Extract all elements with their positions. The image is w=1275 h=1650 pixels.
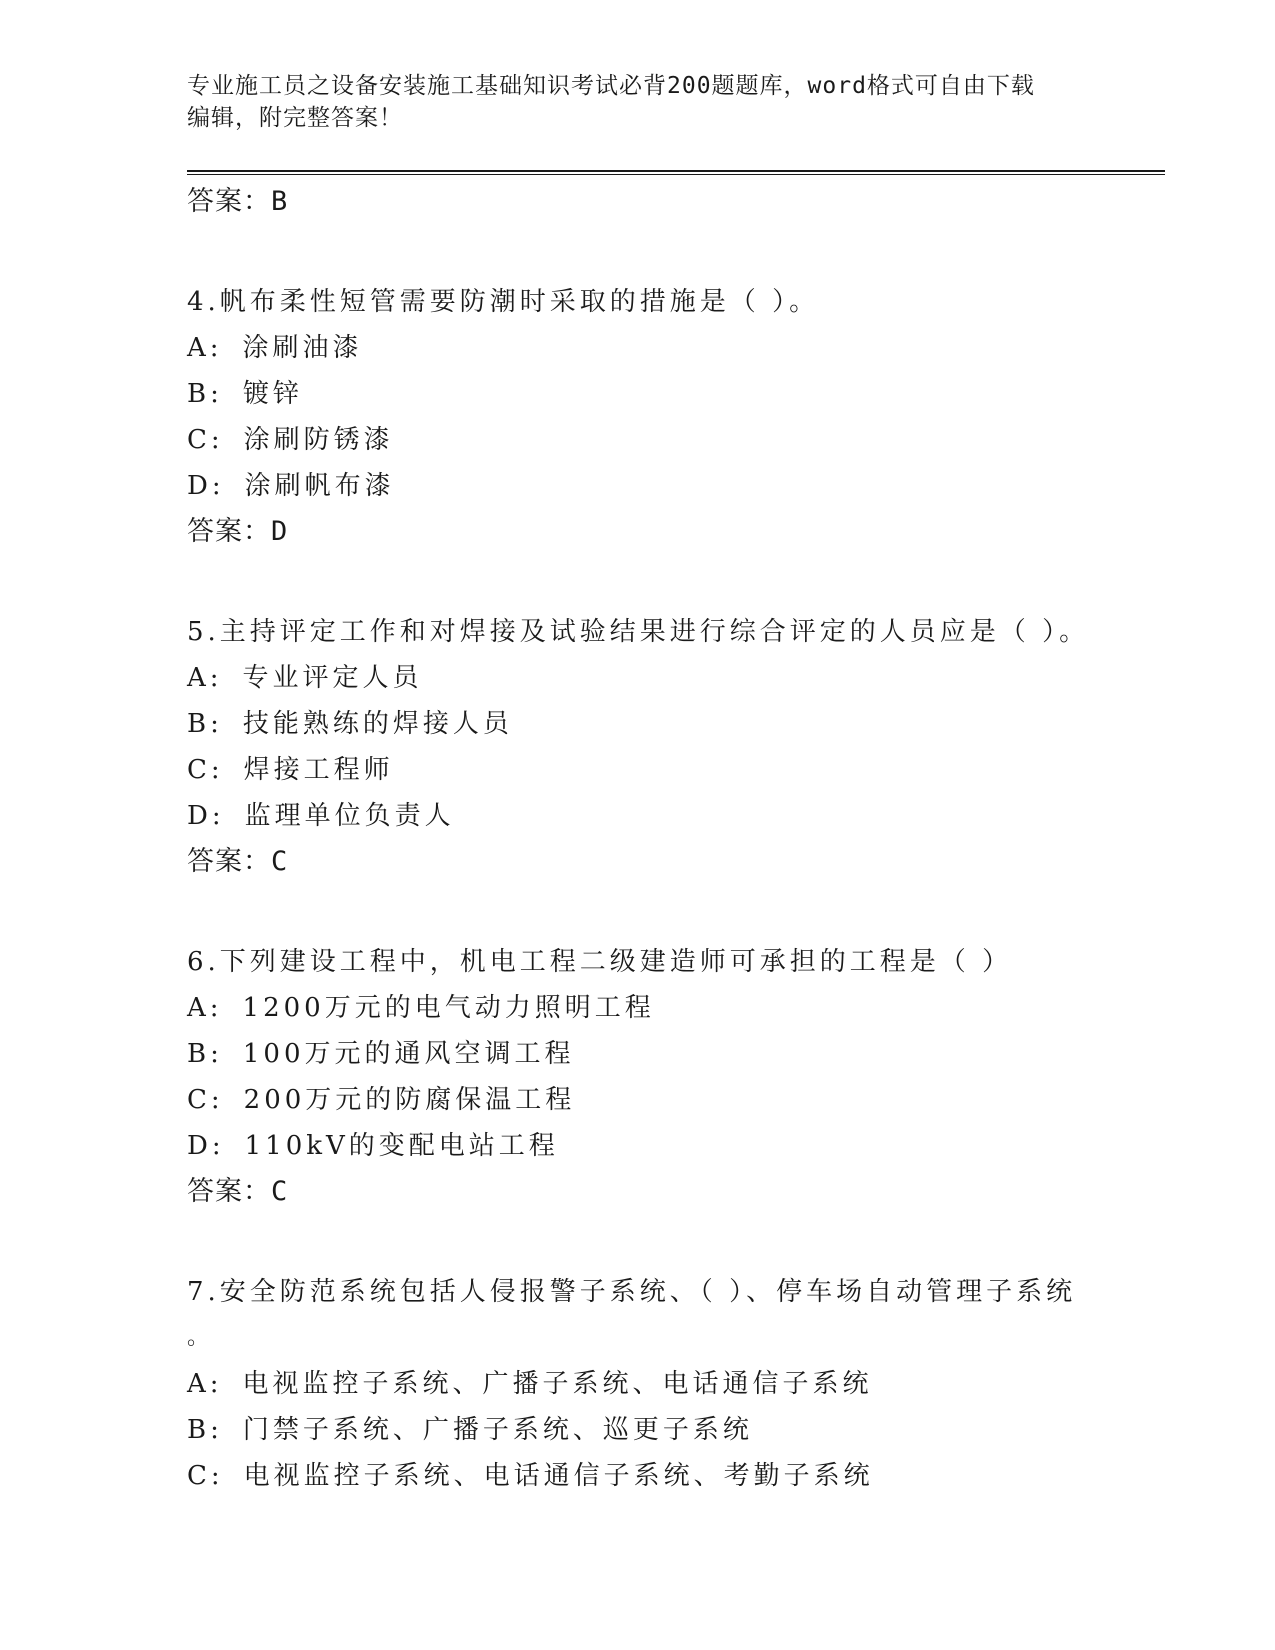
option-text: 涂刷油漆 — [242, 333, 363, 363]
question-text: 4.帆布柔性短管需要防潮时采取的措施是（ ）。 — [187, 287, 820, 317]
option-key: B: — [187, 709, 223, 739]
answer-option — [187, 325, 1165, 371]
option-text: 110kV的变配电站工程 — [244, 1131, 559, 1161]
answer-option — [187, 701, 1165, 747]
header-line-1: 专业施工员之设备安装施工基础知识考试必背200题题库，word格式可自由下载 — [187, 73, 1035, 99]
option-key: D: — [187, 1131, 225, 1161]
answer-line: 答案：D — [187, 516, 289, 547]
answer-option — [187, 1031, 1165, 1077]
option-text: 200万元的防腐保温工程 — [243, 1085, 576, 1115]
option-key: D: — [187, 801, 225, 831]
option-key: B: — [187, 1415, 223, 1445]
option-key: B: — [187, 1039, 223, 1069]
question-list — [187, 279, 1165, 1499]
option-key: D: — [187, 471, 225, 501]
answer-option — [187, 417, 1165, 463]
question-block — [187, 279, 1165, 555]
answer-option — [187, 655, 1165, 701]
question-text-continuation: 。 — [187, 1325, 210, 1350]
answer-option — [187, 985, 1165, 1031]
option-text: 焊接工程师 — [243, 755, 394, 785]
option-key: A: — [187, 1369, 223, 1399]
question-block — [187, 609, 1165, 885]
header-line-2: 编辑，附完整答案！ — [187, 105, 403, 131]
option-text: 电视监控子系统、电话通信子系统、考勤子系统 — [243, 1461, 874, 1491]
answer-option — [187, 747, 1165, 793]
option-text: 涂刷防锈漆 — [243, 425, 394, 455]
answer-option — [187, 1453, 1165, 1499]
question-block — [187, 1269, 1165, 1499]
question-block — [187, 939, 1165, 1215]
option-text: 镀锌 — [242, 379, 303, 409]
option-key: C: — [187, 755, 224, 785]
option-key: C: — [187, 1461, 224, 1491]
option-key: C: — [187, 1085, 224, 1115]
answer-option — [187, 1407, 1165, 1453]
answer-option — [187, 371, 1165, 417]
question-text: 7.安全防范系统包括人侵报警子系统、（ ）、停车场自动管理子系统 — [187, 1277, 1077, 1307]
option-key: B: — [187, 379, 223, 409]
answer-option — [187, 1123, 1165, 1169]
option-key: A: — [187, 993, 223, 1023]
option-key: A: — [187, 663, 223, 693]
header-divider — [187, 170, 1165, 175]
question-text: 6.下列建设工程中，机电工程二级建造师可承担的工程是（ ） — [187, 947, 1013, 977]
answer-line: 答案：C — [187, 1176, 289, 1207]
option-key: C: — [187, 425, 224, 455]
option-text: 技能熟练的焊接人员 — [242, 709, 513, 739]
option-text: 监理单位负责人 — [244, 801, 455, 831]
document-page — [187, 70, 1165, 1499]
option-text: 100万元的通风空调工程 — [242, 1039, 575, 1069]
option-text: 电视监控子系统、广播子系统、电话通信子系统 — [242, 1369, 873, 1399]
option-text: 1200万元的电气动力照明工程 — [242, 993, 655, 1023]
option-text: 涂刷帆布漆 — [244, 471, 395, 501]
question-text: 5.主持评定工作和对焊接及试验结果进行综合评定的人员应是（ ）。 — [187, 617, 1090, 647]
answer-line: 答案：B — [187, 186, 289, 217]
answer-option — [187, 463, 1165, 509]
answer-option — [187, 793, 1165, 839]
option-text: 门禁子系统、广播子系统、巡更子系统 — [242, 1415, 753, 1445]
document-header — [187, 70, 1165, 134]
option-text: 专业评定人员 — [242, 663, 423, 693]
option-key: A: — [187, 333, 223, 363]
answer-line: 答案：C — [187, 846, 289, 877]
answer-option — [187, 1361, 1165, 1407]
answer-option — [187, 1077, 1165, 1123]
